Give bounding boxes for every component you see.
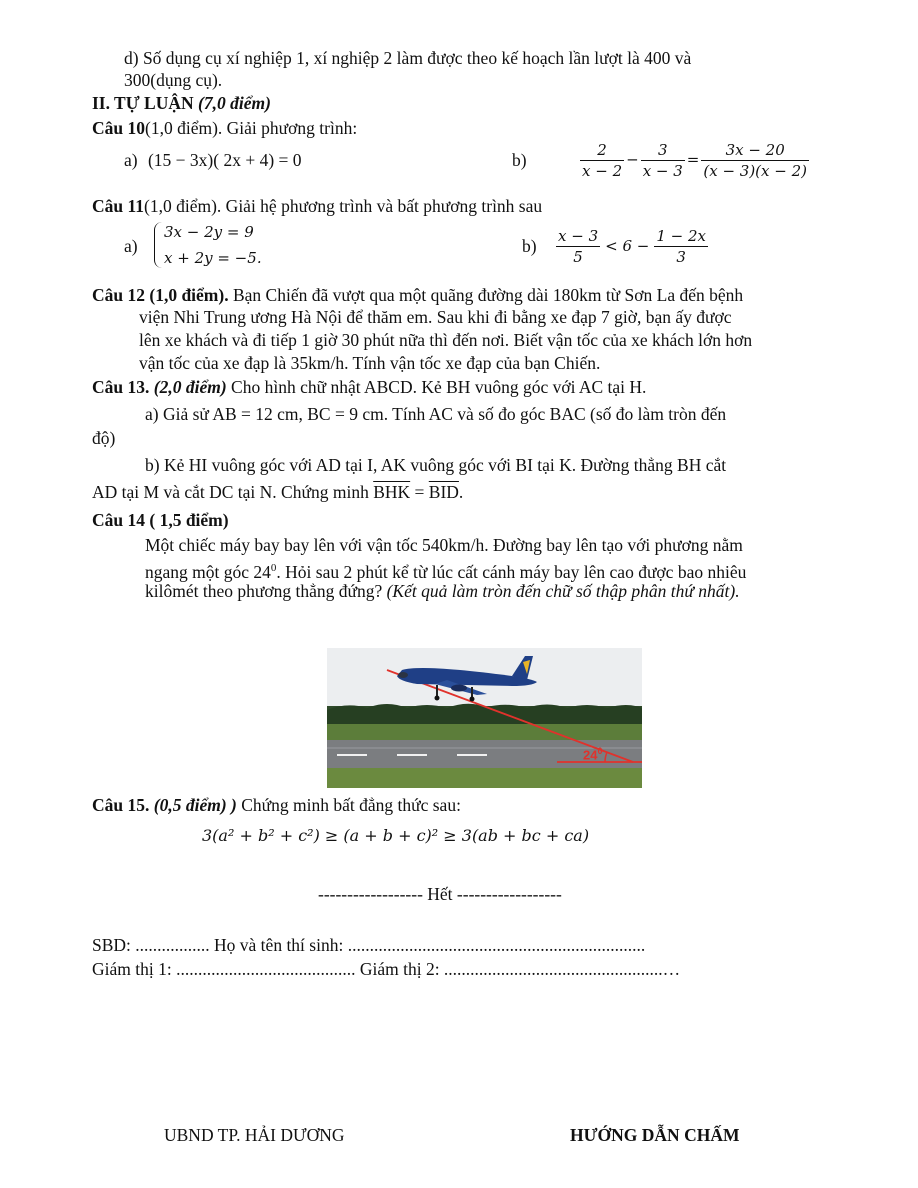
- q11-a-dot: .: [256, 249, 262, 267]
- q13-b-end: .: [458, 482, 464, 502]
- bottom-left-header: UBND TP. HẢI DƯƠNG: [164, 1125, 345, 1145]
- q12-line2: viện Nhi Trung ương Hà Nội để thăm em. Sau khi đi bằng xe đạp 7 giờ, bạn ấy được: [139, 307, 732, 327]
- bottom-right-header: HƯỚNG DẪN CHẤM: [570, 1125, 740, 1145]
- q11-b-expr: [554, 226, 710, 267]
- q10-b-frac1: [580, 140, 624, 181]
- q11-b-frac1: [556, 226, 600, 267]
- q13-a-line2: độ): [92, 428, 116, 448]
- q14-line2-sup: 0: [270, 562, 277, 574]
- q13-b-line1: b) Kẻ HI vuông góc với AD tại I, AK vuông góc với BI tại K. Đường thẳng BH cắt: [145, 455, 727, 475]
- q15-header-rest: Chứng minh bất đẳng thức sau:: [241, 795, 461, 815]
- figure-angle-label: [583, 746, 602, 762]
- q11-b-frac2-num: 1 − 2x: [656, 227, 706, 245]
- airplane-figure: [327, 648, 642, 788]
- q12-line3: lên xe khách và đi tiếp 1 giờ 30 phút nữa thì đến nơi. Biết vận tốc của xe khách lớn hơn: [139, 330, 753, 350]
- q10-b-label: b): [512, 150, 527, 170]
- q10-b-frac1-den: x − 2: [582, 162, 623, 180]
- q11-a-eq2-text: x + 2y = −5: [164, 249, 257, 267]
- q10-b-frac3: [701, 140, 809, 181]
- q13-b-line2-text: AD tại M và cắt DC tại N. Chứng minh: [92, 482, 369, 502]
- q13-b-line2: [92, 482, 463, 502]
- q10-header-rest: (1,0 điểm). Giải phương trình:: [145, 118, 358, 138]
- q12-line4: vận tốc của xe đạp là 35km/h. Tính vận tốc xe đạp của bạn Chiến.: [139, 353, 601, 373]
- q14-line2: [145, 558, 746, 582]
- q10-b-eq: =: [686, 150, 700, 169]
- q14-line1: Một chiếc máy bay bay lên với vận tốc 540km/h. Đường bay lên tạo với phương nằm: [145, 535, 743, 555]
- q11-a-eq1: 3x − 2y = 9: [164, 223, 254, 241]
- q11-b-label: b): [522, 236, 537, 256]
- q11-a-label: a): [124, 236, 138, 256]
- q13-header-rest: Cho hình chữ nhật ABCD. Kẻ BH vuông góc với AC tại H.: [231, 377, 647, 397]
- q11-b-frac1-den: 5: [573, 248, 583, 266]
- q11-a-eq2: [164, 248, 262, 268]
- q11-b-frac2-den: 3: [676, 248, 686, 266]
- q14-line3: [145, 581, 740, 601]
- q14-label: Câu 14 ( 1,5 điểm): [92, 510, 229, 530]
- q13-header: [92, 377, 646, 397]
- q10-b-frac2-den: x − 3: [642, 162, 683, 180]
- q11-b-frac1-num: x − 3: [558, 227, 599, 245]
- q10-b-frac2-num: 3: [641, 140, 685, 161]
- end-marker: ------------------ Hết ------------------: [318, 884, 562, 904]
- part-d-line1: d) Số dụng cụ xí nghiệp 1, xí nghiệp 2 làm được theo kế hoạch lần lượt là 400 và: [124, 48, 692, 68]
- q13-b-angle1: $\overline{BHK}$: [373, 482, 411, 502]
- section-title-text: II. TỰ LUẬN: [92, 93, 194, 113]
- q10-a-label: a): [124, 150, 138, 170]
- q12-label: Câu 12 (1,0 điểm).: [92, 285, 229, 305]
- q12-line1: [92, 285, 743, 305]
- section-points: (7,0 điểm): [198, 93, 271, 113]
- q11-b-mid: < 6 −: [605, 236, 650, 255]
- q14-line3-text: kilômét theo phương thẳng đứng?: [145, 581, 383, 601]
- q11-header: [92, 196, 542, 216]
- q10-b-frac3-den: (x − 3)(x − 2): [703, 162, 807, 180]
- q10-label: Câu 10: [92, 118, 145, 138]
- q13-b-eq: =: [414, 482, 425, 502]
- q10-b-expr: [578, 140, 811, 181]
- q14-line2-post: . Hỏi sau 2 phút kể từ lúc cất cánh máy bay lên cao được bao nhiêu: [276, 561, 747, 582]
- q14-line3-note: (Kết quả làm tròn đến chữ số thập phân thứ nhất).: [386, 581, 740, 601]
- q15-label: Câu 15.: [92, 795, 150, 815]
- footer-sbd: SBD: ................. Họ và tên thí sinh: ....................................................................: [92, 935, 646, 955]
- q15-points: (0,5 điểm) ): [153, 795, 237, 815]
- q11-a-brace: [154, 222, 163, 268]
- footer-proctors: Giám thị 1: ......................................... Giám thị 2: ..................................................…: [92, 959, 681, 979]
- q13-points: (2,0 điểm): [153, 377, 227, 397]
- q10-b-frac2: [641, 140, 685, 181]
- q10-b-minus: −: [626, 150, 639, 169]
- section-title: [92, 93, 271, 113]
- q15-inequality: 3(a² + b² + c²) ≥ (a + b + c)² ≥ 3(ab + bc + ca): [202, 826, 590, 845]
- figure-angle-value: 24: [583, 747, 598, 763]
- q12-line1-text: Bạn Chiến đã vượt qua một quãng đường dài 180km từ Sơn La đến bệnh: [232, 285, 744, 305]
- airplane-photo: [327, 648, 642, 788]
- q13-label: Câu 13.: [92, 377, 150, 397]
- q11-header-rest: (1,0 điểm). Giải hệ phương trình và bất phương trình sau: [144, 196, 543, 216]
- q13-b-angle2: $\overline{BID}$: [428, 482, 459, 502]
- q11-b-frac2: [654, 226, 708, 267]
- q14-line2-pre: ngang một góc 24: [145, 561, 271, 582]
- q10-a-expr: (15 − 3x)( 2x + 4) = 0: [147, 150, 302, 170]
- q10-b-frac3-num: 3x − 20: [701, 140, 809, 161]
- figure-angle-sup: 0: [597, 746, 603, 756]
- q15-header: [92, 795, 461, 815]
- part-d-line2: 300(dụng cụ).: [124, 70, 223, 90]
- q10-a: [124, 150, 302, 170]
- q10-header: [92, 118, 357, 138]
- q13-a-line1: a) Giả sử AB = 12 cm, BC = 9 cm. Tính AC và số đo góc BAC (số đo làm tròn đến: [145, 404, 727, 424]
- q11-label: Câu 11: [92, 196, 145, 216]
- q10-b-frac1-num: 2: [580, 140, 624, 161]
